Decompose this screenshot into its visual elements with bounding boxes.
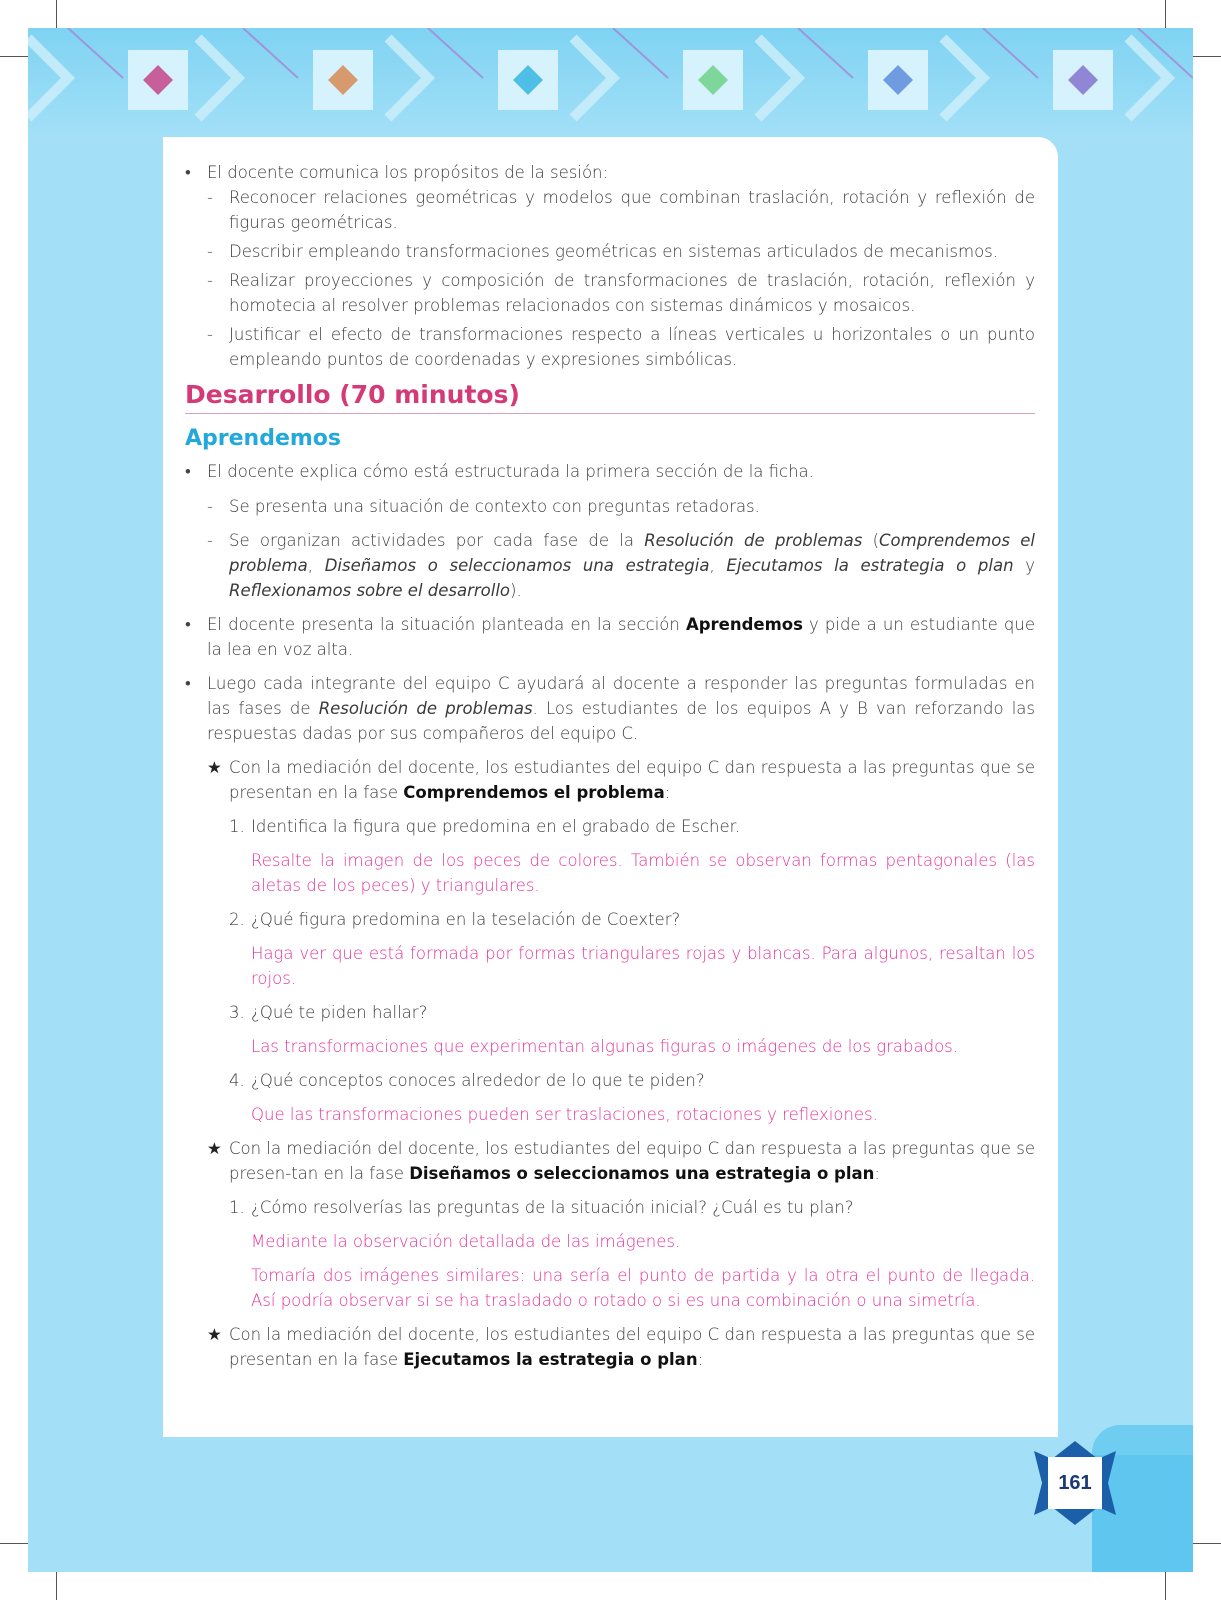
star-icon: ★	[207, 1325, 222, 1344]
crop-mark	[1165, 1572, 1166, 1600]
text-run: ,	[709, 556, 727, 575]
text-run: :	[697, 1350, 704, 1369]
dash-text: Se presenta una situación de contexto con preguntas retadoras.	[229, 497, 760, 516]
phase-name: Ejecutamos la estrategia o plan	[403, 1350, 698, 1369]
text-run: Con la mediación del docente, los estudiantes del equipo C dan respuesta a las preguntas que se presentan en la fase	[229, 1325, 1035, 1369]
purpose-item	[185, 185, 1035, 235]
crop-mark	[1193, 1543, 1221, 1544]
crop-mark	[1193, 56, 1221, 57]
purpose-text: Describir empleando transformaciones geométricas en sistemas articulados de mecanismos.	[229, 242, 999, 261]
answer-text: Tomaría dos imágenes similares: una sería el punto de partida y la otra el punto de llegada. Así podría observar si se ha trasladado o rotado o si es una combinación o una simetría.	[251, 1266, 1035, 1310]
text-run: y pide a un estudiante que la lea en voz alta.	[207, 615, 1035, 659]
text-run: . Los estudiantes de los equipos A y B van reforzando las respuestas dadas por sus compañeros del equipo C.	[207, 699, 1035, 743]
aprendemos-dash	[185, 528, 1035, 603]
crop-mark	[1165, 0, 1166, 28]
text-run: (	[862, 531, 880, 550]
page-number-badge	[1034, 1441, 1116, 1525]
crop-mark	[0, 1543, 28, 1544]
crop-mark	[0, 56, 28, 57]
text-run: :	[874, 1164, 880, 1183]
purpose-item	[185, 268, 1035, 318]
text-run: :	[664, 783, 671, 802]
text-run: ,	[307, 556, 325, 575]
aprendemos-bullet	[185, 612, 1035, 662]
purposes-intro	[185, 160, 1035, 185]
italic-run: Diseñamos o seleccionamos una estrategia	[324, 556, 710, 575]
answer-text: Haga ver que está formada por formas triangulares rojas y blancas. Para algunos, resaltan los rojos.	[251, 944, 1035, 988]
question-item	[185, 1000, 1035, 1025]
answer-text: Mediante la observación detallada de las imágenes.	[251, 1232, 681, 1251]
question-text: ¿Qué te piden hallar?	[251, 1003, 428, 1022]
purpose-text: Justificar el efecto de transformaciones respecto a líneas verticales u horizontales o un punto empleando puntos de coordenadas y expresiones simbólicas.	[229, 325, 1035, 369]
italic-run: Resolución de problemas	[318, 699, 533, 718]
italic-run: Reflexionamos sobre el desarrollo	[229, 581, 511, 600]
question-text: ¿Qué figura predomina en la teselación de Coexter?	[251, 910, 681, 929]
crop-mark	[56, 0, 57, 28]
text-run: Con la mediación del docente, los estudiantes del equipo C dan respuesta a las preguntas que se presentan en la fase	[229, 758, 1035, 802]
phase-item	[185, 1136, 1035, 1186]
text-run: ).	[510, 581, 522, 600]
purposes-intro-text: El docente comunica los propósitos de la sesión:	[207, 163, 609, 182]
phase-item	[185, 755, 1035, 805]
purpose-item	[185, 239, 1035, 264]
question-number: 4.	[229, 1071, 245, 1090]
aprendemos-dash	[185, 494, 1035, 519]
main-text	[185, 160, 1035, 1372]
answer-text: Las transformaciones que experimentan algunas figuras o imágenes de los grabados.	[251, 1037, 959, 1056]
purpose-item	[185, 322, 1035, 372]
question-item	[185, 1195, 1035, 1220]
question-text: ¿Qué conceptos conoces alrededor de lo que te piden?	[251, 1071, 705, 1090]
text-run: Se organizan actividades por cada fase de la	[229, 531, 645, 550]
question-text: ¿Cómo resolverías las preguntas de la situación inicial? ¿Cuál es tu plan?	[251, 1198, 854, 1217]
question-item	[185, 1068, 1035, 1093]
crop-mark	[56, 1572, 57, 1600]
phase-name: Comprendemos el problema	[403, 783, 665, 802]
question-item	[185, 907, 1035, 932]
question-number: 3.	[229, 1003, 245, 1022]
bullet-text: El docente explica cómo está estructurada la primera sección de la ficha.	[207, 462, 814, 481]
decorative-banner	[28, 28, 1193, 138]
italic-run: Ejecutamos la estrategia o plan	[726, 556, 1014, 575]
purpose-text: Reconocer relaciones geométricas y modelos que combinan traslación, rotación y reflexión de figuras geométricas.	[229, 188, 1035, 232]
question-number: 2.	[229, 910, 245, 929]
phase-name: Diseñamos o seleccionamos una estrategia o plan	[409, 1164, 875, 1183]
question-text: Identifica la figura que predomina en el grabado de Escher.	[251, 817, 741, 836]
question-number: 1.	[229, 817, 245, 836]
page-number: 161	[1058, 1471, 1092, 1494]
purpose-text: Realizar proyecciones y composición de transformaciones de traslación, rotación, reflexión y homotecia al resolver problemas relacionados con sistemas dinámicos y mosaicos.	[229, 271, 1035, 315]
chevron-pattern-graphic	[28, 28, 1193, 138]
italic-run: Comprendemos el problema	[229, 531, 1035, 575]
aprendemos-bullet	[185, 671, 1035, 746]
bold-run: Aprendemos	[685, 615, 803, 634]
question-number: 1.	[229, 1198, 245, 1217]
star-icon: ★	[207, 758, 222, 777]
subsection-heading: Aprendemos	[185, 426, 342, 451]
text-run: Luego cada integrante del equipo C ayudará al docente a responder las preguntas formuladas en las fases de	[207, 674, 1035, 718]
star-icon: ★	[207, 1139, 222, 1158]
answer-text: Que las transformaciones pueden ser traslaciones, rotaciones y reflexiones.	[251, 1105, 878, 1124]
phase-item	[185, 1322, 1035, 1372]
text-run: Con la mediación del docente, los estudiantes del equipo C dan respuesta a las preguntas que se presen-tan en la fase	[229, 1139, 1035, 1183]
aprendemos-bullet	[185, 459, 1035, 484]
answer-text: Resalte la imagen de los peces de colores. También se observan formas pentagonales (las aletas de los peces) y triangulares.	[251, 851, 1035, 895]
text-run: y	[1013, 556, 1035, 575]
text-run: El docente presenta la situación planteada en la sección	[207, 615, 686, 634]
question-item	[185, 814, 1035, 839]
italic-run: Resolución de problemas	[644, 531, 863, 550]
section-heading: Desarrollo (70 minutos)	[185, 382, 1035, 414]
